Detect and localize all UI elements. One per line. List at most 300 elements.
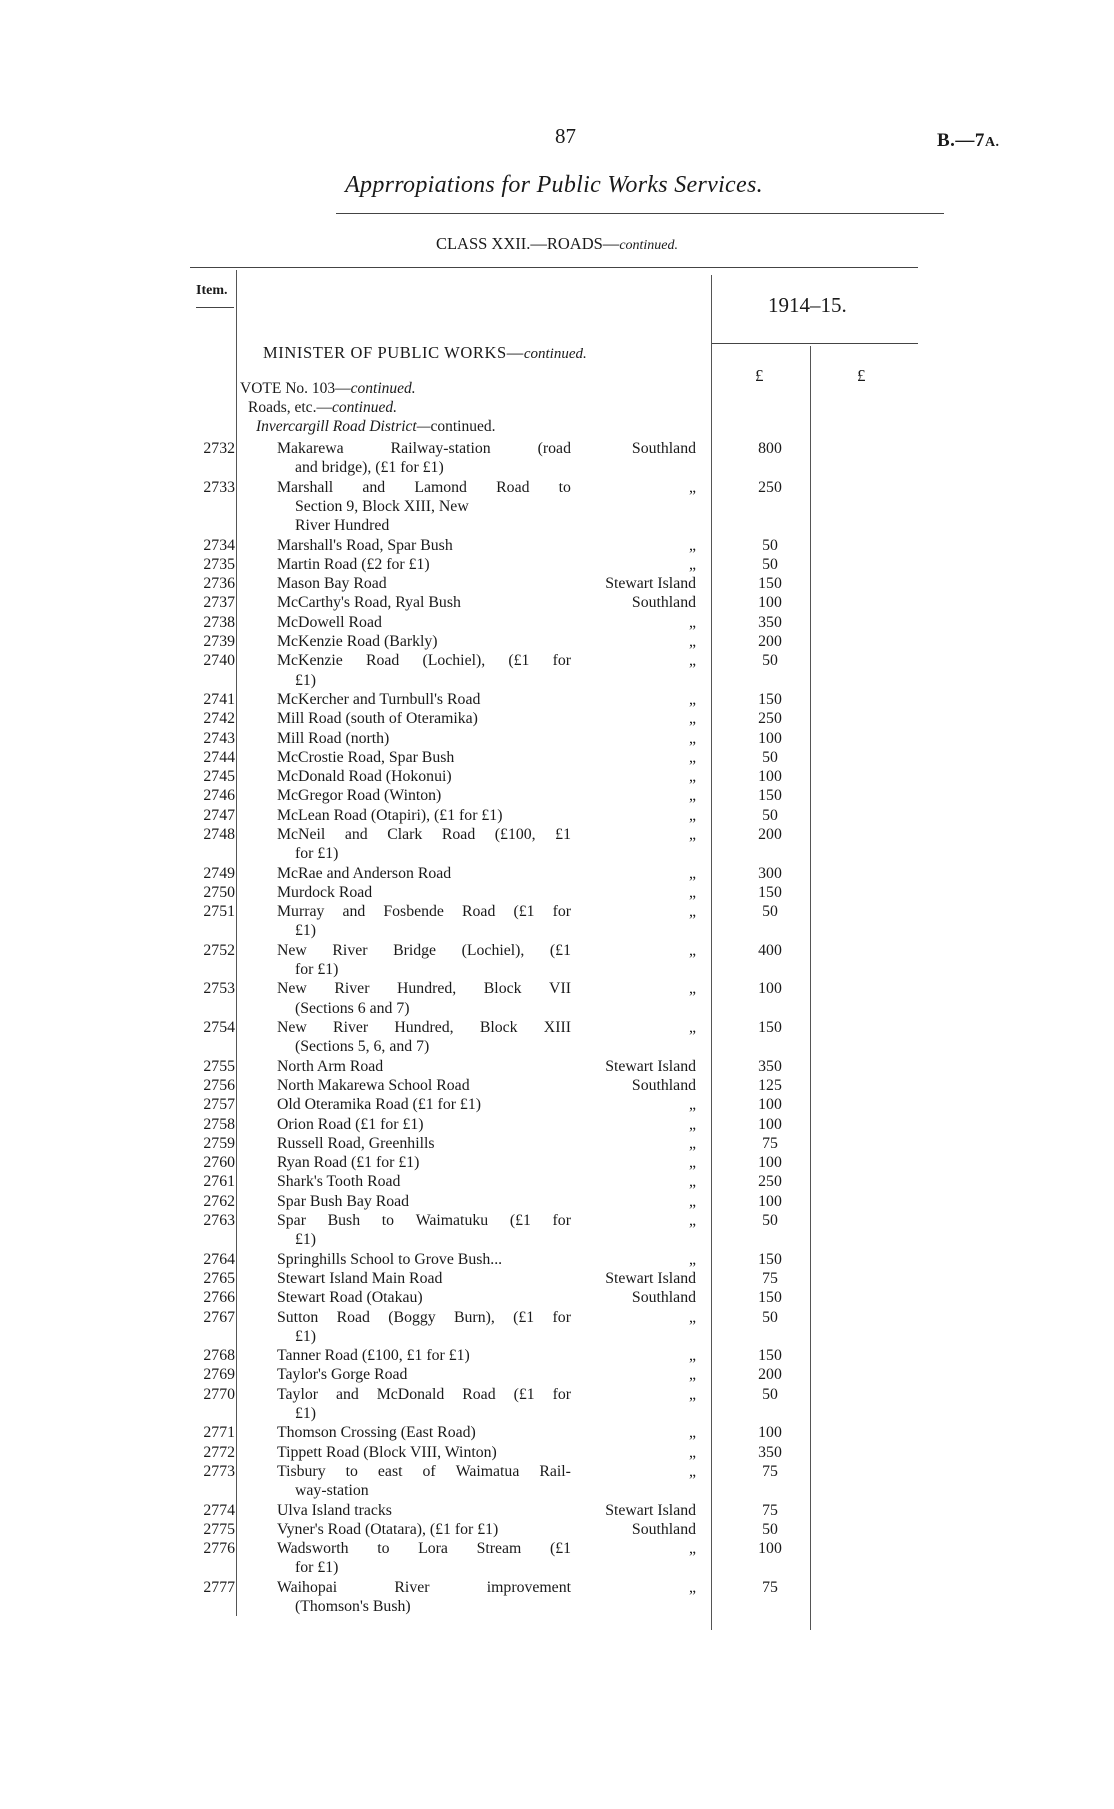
item-number: 2733 <box>203 478 235 496</box>
item-number: 2766 <box>203 1289 235 1307</box>
item-number: 2746 <box>203 787 235 805</box>
locality: „ <box>688 1212 696 1229</box>
description-word: (£1 <box>549 1540 571 1558</box>
description-word: Marshall <box>277 478 334 496</box>
description-line: Spar Bush Bay Road <box>277 1192 410 1210</box>
amount: 50 <box>762 536 778 554</box>
roads-heading-main: Roads, etc.— <box>248 399 332 416</box>
locality: Southland <box>631 440 696 457</box>
description-line <box>277 1385 571 1404</box>
description-continuation: for £1) <box>295 1559 339 1577</box>
description-line <box>277 825 571 844</box>
description-continuation: (Thomson's Bush) <box>295 1597 411 1615</box>
amount: 150 <box>758 690 782 708</box>
amount: 150 <box>758 883 782 901</box>
description-continuation: £1) <box>295 1327 317 1345</box>
locality: „ <box>688 1462 696 1480</box>
description-word: River <box>332 941 368 959</box>
description-word: McKenzie <box>277 652 343 670</box>
description-word: Block <box>479 1019 518 1036</box>
description-line: McCrostie Road, Spar Bush <box>277 748 455 766</box>
description-line: Mason Bay Road <box>277 575 387 593</box>
locality: „ <box>688 555 696 573</box>
amount: 350 <box>758 613 782 631</box>
description-word: Burn), <box>454 1308 495 1326</box>
description-line: Orion Road (£1 for £1) <box>277 1115 424 1133</box>
locality: „ <box>688 1578 696 1596</box>
amount: 50 <box>762 1385 778 1403</box>
locality: „ <box>688 613 696 631</box>
description-word: Hundred, <box>397 980 457 998</box>
item-description <box>277 1288 571 1307</box>
item-description <box>277 1134 571 1153</box>
item-number: 2743 <box>203 729 235 747</box>
item-description <box>277 1115 571 1134</box>
amount: 100 <box>758 1096 782 1114</box>
item-description <box>277 1443 571 1462</box>
amount: 50 <box>762 748 778 766</box>
locality: „ <box>688 1115 696 1133</box>
description-line: Vyner's Road (Otatara), (£1 for £1) <box>277 1520 499 1538</box>
item-description <box>277 1539 571 1578</box>
item-description <box>277 979 571 1018</box>
locality: „ <box>688 1096 696 1114</box>
item-number: 2767 <box>203 1308 235 1326</box>
item-description <box>277 478 571 536</box>
locality: „ <box>688 826 696 843</box>
description-word: (£100, <box>494 826 536 843</box>
item-number: 2732 <box>203 440 235 457</box>
locality: „ <box>688 903 696 921</box>
amount: 125 <box>758 1076 782 1094</box>
description-word: Road <box>336 1308 370 1326</box>
locality: „ <box>688 1347 696 1365</box>
locality: Stewart Island <box>605 1057 696 1075</box>
locality: „ <box>688 1424 696 1442</box>
description-word: Road <box>462 1385 496 1403</box>
description-line: McLean Road (Otapiri), (£1 for £1) <box>277 806 503 824</box>
amount: 250 <box>758 710 782 728</box>
description-line: North Arm Road <box>277 1057 384 1075</box>
description-word: Railway-station <box>390 440 491 457</box>
description-word: Road <box>496 478 530 496</box>
description-word: east <box>377 1462 403 1480</box>
description-word: for <box>552 903 571 921</box>
amount: 150 <box>758 1289 782 1307</box>
description-continuation: £1) <box>295 1404 317 1422</box>
item-description <box>277 439 571 478</box>
description-line <box>277 902 571 921</box>
locality: „ <box>688 729 696 747</box>
description-line <box>277 1462 571 1481</box>
amount: 400 <box>758 941 782 959</box>
item-description <box>277 786 571 805</box>
item-number: 2738 <box>203 613 235 631</box>
amount: 75 <box>762 1462 778 1480</box>
description-line: McKenzie Road (Barkly) <box>277 633 438 650</box>
item-head-rule <box>196 307 234 308</box>
item-number: 2745 <box>203 768 235 786</box>
description-continuation: for £1) <box>295 961 339 979</box>
locality: „ <box>688 1540 696 1558</box>
description-line: McDonald Road (Hokonui) <box>277 768 452 786</box>
item-description <box>277 1520 571 1539</box>
description-word: (Lochiel), <box>422 652 486 670</box>
description-line: Russell Road, Greenhills <box>277 1134 435 1152</box>
item-description <box>277 1095 571 1114</box>
locality: Stewart Island <box>605 575 696 593</box>
description-word: improvement <box>486 1578 571 1596</box>
description-line: Stewart Island Main Road <box>277 1269 443 1287</box>
amount: 100 <box>758 768 782 786</box>
amount: 200 <box>758 633 782 650</box>
description-word: Road <box>441 826 476 843</box>
description-continuation: £1) <box>295 671 317 689</box>
vote-heading-suffix: continued. <box>350 380 416 397</box>
description-line: Taylor's Gorge Road <box>277 1366 408 1384</box>
district-heading <box>256 418 496 436</box>
amount: 150 <box>758 787 782 805</box>
description-continuation: and bridge), (£1 for £1) <box>295 459 444 477</box>
amount: 100 <box>758 1154 782 1172</box>
item-number: 2736 <box>203 575 235 593</box>
minister-heading-main: MINISTER OF PUBLIC WORKS— <box>263 343 524 362</box>
description-word: to <box>345 1462 358 1480</box>
amount: 75 <box>762 1134 778 1152</box>
item-number: 2764 <box>203 1250 235 1268</box>
amount: 800 <box>758 440 782 457</box>
amount: 150 <box>758 575 782 593</box>
pound-sign-header-1: £ <box>755 366 764 385</box>
description-word: Clark <box>387 826 423 843</box>
amount: 100 <box>758 1424 782 1442</box>
description-word: Waimatua <box>455 1462 520 1480</box>
description-line: Old Oteramika Road (£1 for £1) <box>277 1096 481 1114</box>
description-word: River <box>334 980 370 998</box>
description-line: Shark's Tooth Road <box>277 1173 401 1191</box>
description-word: for <box>552 1212 571 1229</box>
item-number: 2753 <box>203 980 235 998</box>
description-word: Makarewa <box>277 440 344 457</box>
amount: 250 <box>758 478 782 496</box>
description-word: VII <box>549 980 571 998</box>
locality: „ <box>688 1366 696 1384</box>
locality: „ <box>688 1443 696 1461</box>
minister-heading-suffix: continued. <box>523 346 587 362</box>
description-word: Road <box>462 903 496 921</box>
description-line: McCarthy's Road, Ryal Bush <box>277 594 461 612</box>
locality: „ <box>688 690 696 708</box>
item-number: 2773 <box>203 1462 235 1480</box>
amount: 100 <box>758 729 782 747</box>
amount: 50 <box>762 806 778 824</box>
item-description <box>277 690 571 709</box>
locality: „ <box>688 806 696 824</box>
amount: 75 <box>762 1501 778 1519</box>
description-line: Stewart Road (Otakau) <box>277 1289 423 1307</box>
item-description <box>277 883 571 902</box>
item-number: 2737 <box>203 594 235 612</box>
description-line: Mill Road (north) <box>277 729 390 747</box>
description-continuation: River Hundred <box>295 517 390 535</box>
description-word: Waimatuku <box>415 1212 489 1229</box>
item-description <box>277 632 571 651</box>
item-number: 2760 <box>203 1154 235 1172</box>
item-number: 2775 <box>203 1520 235 1538</box>
roads-heading <box>248 399 397 417</box>
item-number: 2734 <box>203 536 235 554</box>
description-line: McRae and Anderson Road <box>277 864 452 882</box>
description-line: North Makarewa School Road <box>277 1076 470 1094</box>
description-word: (road <box>537 440 571 457</box>
description-line: Thomson Crossing (East Road) <box>277 1424 476 1442</box>
item-description <box>277 1153 571 1172</box>
locality: Stewart Island <box>605 1501 696 1519</box>
item-description <box>277 748 571 767</box>
description-word: (£1 <box>513 1308 535 1326</box>
description-word: and <box>344 826 368 843</box>
description-line: Tanner Road (£100, £1 for £1) <box>277 1347 470 1365</box>
amount-column-divider <box>810 346 811 1630</box>
item-description <box>277 709 571 728</box>
class-heading-suffix: continued. <box>619 238 679 253</box>
description-word: (Lochiel), <box>461 941 525 959</box>
document-reference <box>937 130 1000 152</box>
locality: „ <box>688 883 696 901</box>
item-description <box>277 941 571 980</box>
amount: 350 <box>758 1057 782 1075</box>
amount: 250 <box>758 1173 782 1191</box>
item-number: 2740 <box>203 652 235 670</box>
class-heading <box>0 234 1114 254</box>
description-word: for <box>552 1385 571 1403</box>
description-line: Murdock Road <box>277 883 373 901</box>
amount: 50 <box>762 903 778 921</box>
amount: 100 <box>758 1192 782 1210</box>
description-line: Springhills School to Grove Bush... <box>277 1250 503 1268</box>
description-word: to <box>377 1540 390 1558</box>
description-line <box>277 1308 571 1327</box>
description-word: and <box>342 903 366 921</box>
item-description <box>277 1385 571 1424</box>
page-title-text: Apprropiations for Public Works Services. <box>345 172 763 198</box>
description-word: Sutton <box>277 1308 319 1326</box>
description-word: Hundred, <box>394 1019 454 1036</box>
item-description <box>277 1423 571 1442</box>
amount: 350 <box>758 1443 782 1461</box>
locality: „ <box>688 710 696 728</box>
item-description <box>277 1578 571 1617</box>
item-description <box>277 1076 571 1095</box>
description-continuation: (Sections 6 and 7) <box>295 999 410 1017</box>
amount: 50 <box>762 652 778 670</box>
table-top-rule <box>190 267 918 268</box>
description-word: Bridge <box>393 941 437 959</box>
item-column-header: Item. <box>196 283 228 298</box>
description-word: of <box>422 1462 436 1480</box>
item-number: 2771 <box>203 1424 235 1442</box>
amount: 50 <box>762 555 778 573</box>
item-description <box>277 1250 571 1269</box>
amount: 300 <box>758 864 782 882</box>
item-description <box>277 825 571 864</box>
description-line: Martin Road (£2 for £1) <box>277 555 430 573</box>
item-number: 2768 <box>203 1347 235 1365</box>
item-description <box>277 767 571 786</box>
item-number: 2754 <box>203 1019 235 1036</box>
pound-sign-header-2: £ <box>857 366 866 385</box>
item-number: 2774 <box>203 1501 235 1519</box>
description-line <box>277 439 571 458</box>
locality: „ <box>688 1385 696 1403</box>
description-line <box>277 1018 571 1037</box>
amount: 200 <box>758 1366 782 1384</box>
description-word: Lamond <box>414 478 467 496</box>
description-word: (Boggy <box>388 1308 436 1326</box>
description-continuation: Section 9, Block XIII, New <box>295 497 469 515</box>
item-description <box>277 651 571 690</box>
item-description <box>277 1308 571 1347</box>
locality: „ <box>688 941 696 959</box>
locality: „ <box>688 478 696 496</box>
description-line <box>277 1539 571 1558</box>
locality: „ <box>688 1173 696 1191</box>
description-word: River <box>333 1019 369 1036</box>
item-number: 2758 <box>203 1115 235 1133</box>
item-number: 2769 <box>203 1366 235 1384</box>
locality: „ <box>688 652 696 670</box>
description-line: Marshall's Road, Spar Bush <box>277 536 453 554</box>
description-line: Tippett Road (Block VIII, Winton) <box>277 1443 497 1461</box>
locality: „ <box>688 768 696 786</box>
amount: 100 <box>758 1115 782 1133</box>
description-word: McNeil <box>277 826 326 843</box>
item-number: 2777 <box>203 1578 235 1596</box>
item-description <box>277 1501 571 1520</box>
item-number: 2739 <box>203 633 235 650</box>
item-description <box>277 1346 571 1365</box>
description-line <box>277 1211 571 1230</box>
item-description <box>277 902 571 941</box>
item-description <box>277 1269 571 1288</box>
description-word: Fosbende <box>383 903 444 921</box>
description-word: Rail- <box>539 1462 571 1480</box>
item-number: 2756 <box>203 1076 235 1094</box>
description-word: to <box>558 478 571 496</box>
locality: „ <box>688 1192 696 1210</box>
item-description <box>277 864 571 883</box>
locality: „ <box>688 1308 696 1326</box>
description-continuation: £1) <box>295 1231 317 1249</box>
page-title <box>0 172 1114 199</box>
page-number: 87 <box>555 124 576 148</box>
description-line <box>277 478 571 497</box>
amount: 50 <box>762 1308 778 1326</box>
description-word: New <box>277 980 307 998</box>
description-word: River <box>394 1578 430 1596</box>
item-number: 2762 <box>203 1192 235 1210</box>
item-description <box>277 1192 571 1211</box>
description-continuation: for £1) <box>295 845 339 863</box>
description-word: Waihopai <box>277 1578 338 1596</box>
district-heading-suffix: continued. <box>430 418 496 435</box>
description-line <box>277 651 571 670</box>
description-line: Ulva Island tracks <box>277 1501 392 1519</box>
item-description <box>277 1172 571 1191</box>
locality: „ <box>688 1250 696 1268</box>
locality: Southland <box>631 1520 696 1538</box>
description-word: Murray <box>277 903 325 921</box>
item-number: 2742 <box>203 710 235 728</box>
item-number: 2735 <box>203 555 235 573</box>
item-description <box>277 1057 571 1076</box>
item-number: 2741 <box>203 690 235 708</box>
item-number: 2752 <box>203 941 235 959</box>
description-continuation: (Sections 5, 6, and 7) <box>295 1038 430 1056</box>
description-word: for <box>552 652 571 670</box>
description-line: Ryan Road (£1 for £1) <box>277 1154 420 1172</box>
description-word: for <box>552 1308 571 1326</box>
locality: „ <box>688 980 696 998</box>
item-number: 2751 <box>203 903 235 921</box>
item-number: 2759 <box>203 1134 235 1152</box>
item-description <box>277 593 571 612</box>
item-number: 2772 <box>203 1443 235 1461</box>
amount: 100 <box>758 1540 782 1558</box>
description-word: New <box>277 941 307 959</box>
locality: Southland <box>631 1289 696 1307</box>
amount: 75 <box>762 1269 778 1287</box>
item-number: 2763 <box>203 1212 235 1229</box>
description-line: McKercher and Turnbull's Road <box>277 690 481 708</box>
description-word: and <box>362 478 386 496</box>
class-heading-main: CLASS XXII.—ROADS— <box>435 234 620 253</box>
item-number: 2776 <box>203 1540 235 1558</box>
description-word: XIII <box>543 1019 571 1036</box>
locality: Southland <box>631 594 696 612</box>
item-description <box>277 1462 571 1501</box>
description-line <box>277 979 571 998</box>
description-word: (£1 <box>509 1212 531 1229</box>
amount: 75 <box>762 1578 778 1596</box>
amount: 50 <box>762 1212 778 1229</box>
item-number: 2757 <box>203 1096 235 1114</box>
description-word: (£1 <box>508 652 530 670</box>
item-number: 2744 <box>203 748 235 766</box>
item-description <box>277 1018 571 1057</box>
description-word: Lora <box>418 1540 448 1558</box>
locality: „ <box>688 864 696 882</box>
description-word: Road <box>365 652 400 670</box>
description-word: Tisbury <box>277 1462 326 1480</box>
item-number: 2761 <box>203 1173 235 1191</box>
minister-heading <box>263 343 587 363</box>
item-description <box>277 806 571 825</box>
locality: Southland <box>631 1076 696 1094</box>
description-word: and <box>335 1385 359 1403</box>
amount: 150 <box>758 1250 782 1268</box>
amount: 100 <box>758 594 782 612</box>
item-number: 2748 <box>203 826 235 843</box>
description-word: Stream <box>476 1540 522 1558</box>
description-column-divider <box>711 275 712 1630</box>
locality: „ <box>688 1154 696 1172</box>
year-head-rule <box>712 343 918 344</box>
amount: 50 <box>762 1520 778 1538</box>
item-description <box>277 729 571 748</box>
description-continuation: way-station <box>295 1482 369 1500</box>
document-reference-main: B.—7 <box>937 130 985 151</box>
